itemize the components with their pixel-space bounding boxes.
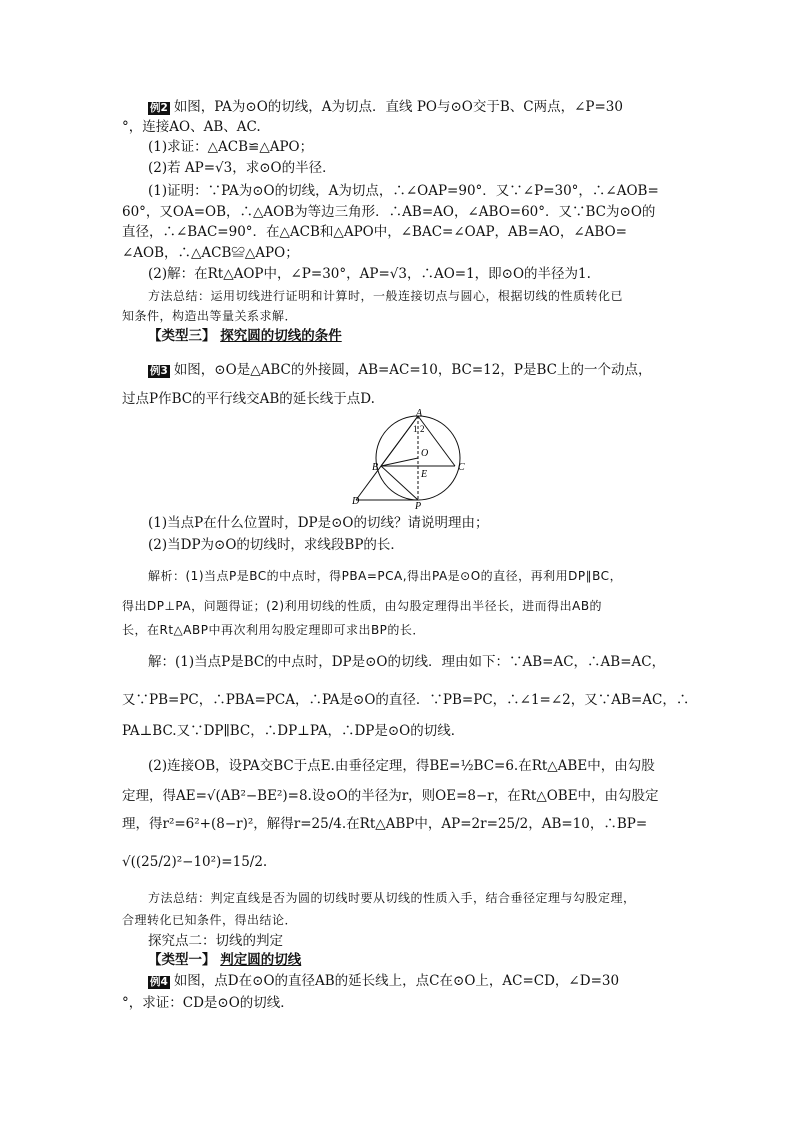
type3-title: 探究圆的切线的条件 (220, 328, 342, 344)
example2-solution-line2: 60°，又OA=OB，∴△AOB为等边三角形．∴AB=AO，∠ABO=60°．又∵BC为⊙O的 (122, 204, 656, 220)
example3-line1: 例3 如图，⊙O是△ABC的外接圆，AB=AC=10，BC=12，P是BC上的一个动点， (150, 362, 652, 378)
example3-analysis-line1: 解析：(1)当点P是BC的中点时，得PBA=PCA,得出PA是⊙O的直径，再利用DP∥BC， (148, 569, 623, 583)
label-b: B (372, 462, 379, 473)
label-c: C (458, 462, 465, 473)
type1-label: 【类型一】 (148, 952, 216, 968)
example2-tag: 例2 (150, 102, 168, 114)
type3-label: 【类型三】 (148, 328, 216, 344)
example2-solution-line4: ∠AOB，∴△ACB≌△APO； (122, 245, 299, 261)
example3-question2: (2)当DP为⊙O的切线时，求线段BP的长． (148, 537, 404, 553)
example3-solution-line1: 解：(1)当点P是BC的中点时，DP是⊙O的切线．理由如下：∵AB=AC，∴AB=AC， (148, 654, 666, 670)
example2-solution-line1: (1)证明：∵PA为⊙O的切线，A为切点，∴∠OAP=90°．又∵∠P=30°，∴∠AOB= (148, 183, 659, 199)
example3-solution-line7: √((25/2)²−10²)=15/2. (122, 854, 268, 870)
label-angle-2: 2 (420, 424, 425, 434)
example3-solution-line2: 又∵PB=PC，∴PBA=PCA，∴PA是⊙O的直径．∵PB=PC，∴∠1=∠2，又∵AB=AC，∴ (122, 692, 690, 708)
example3-method-summary-line2: 合理转化已知条件，得出结论． (122, 913, 298, 927)
example3-solution-line4: (2)连接OB，设PA交BC于点E.由垂径定理，得BE=½BC=6.在Rt△ABE中，由勾股 (148, 758, 655, 774)
example3-solution-line6: 理，得r²=6²+(8−r)²，解得r=25/4.在Rt△ABP中，AP=2r=25/2，AB=10，∴BP= (122, 816, 648, 832)
example3-analysis-line2: 得出DP⊥PA，问题得证；(2)利用切线的性质，由勾股定理得出半径长，进而得出AB的 (122, 599, 603, 613)
type1-title: 判定圆的切线 (220, 952, 302, 968)
example2-method-summary-line1: 方法总结：运用切线进行证明和计算时，一般连接切点与圆心，根据切线的性质转化已 (148, 289, 624, 303)
label-d: D (352, 496, 360, 507)
label-angle-1: 1 (413, 424, 418, 434)
segment-ad-extension (356, 416, 418, 500)
example4-tag: 例4 (150, 976, 168, 988)
example3-solution-line3: PA⊥BC.又∵DP∥BC，∴DP⊥PA，∴DP是⊙O的切线． (122, 723, 465, 739)
example2-method-summary-line2: 知条件，构造出等量关系求解． (122, 309, 298, 323)
example2-solution-line3: 直径，∴∠BAC=90°．在△ACB和△APO中，∠BAC=∠OAP，AB=AO，∠ABO= (122, 224, 627, 240)
example2-question1: (1)求证：△ACB≌△APO； (148, 139, 314, 155)
example3-line2: 过点P作BC的平行线交AB的延长线于点D. (122, 391, 375, 407)
geometry-figure (350, 408, 480, 512)
example3-tag: 例3 (150, 365, 168, 377)
example3-method-summary-line1: 方法总结：判定直线是否为圆的切线时要从切线的性质入手，结合垂径定理与勾股定理， (148, 891, 636, 905)
example2-question2: (2)若 AP=√3，求⊙O的半径． (148, 160, 336, 176)
label-a: A (416, 408, 423, 419)
segment-bp (381, 466, 418, 500)
example2-line1: 例2 如图，PA为⊙O的切线，A为切点．直线 PO与⊙O交于B、C两点，∠P=30 (150, 99, 623, 115)
exploration-point2-heading: 探究点二：切线的判定 (148, 933, 283, 949)
example4-line1: 例4 如图，点D在⊙O的直径AB的延长线上，点C在⊙O上，AC=CD，∠D=30 (150, 973, 620, 989)
type3-heading (148, 326, 703, 346)
example3-question1: (1)当点P在什么位置时，DP是⊙O的切线？请说明理由； (148, 515, 489, 531)
example4-line2: °，求证：CD是⊙O的切线． (122, 995, 294, 1011)
example3-analysis-line3: 长，在Rt△ABP中再次利用勾股定理即可求出BP的长． (122, 623, 425, 637)
label-p: P (415, 501, 422, 512)
example3-solution-line5: 定理，得AE=√(AB²−BE²)=8.设⊙O的半径为r，则OE=8−r，在Rt△OBE中，由勾股定 (122, 788, 659, 804)
label-o: O (421, 448, 429, 459)
example2-line2: °，连接AO、AB、AC. (122, 119, 261, 135)
label-e: E (421, 469, 428, 480)
example2-solution-line5: (2)解：在Rt△AOP中，∠P=30°，AP=√3，∴AO=1，即⊙O的半径为1. (148, 266, 591, 282)
type1-heading (148, 950, 703, 970)
